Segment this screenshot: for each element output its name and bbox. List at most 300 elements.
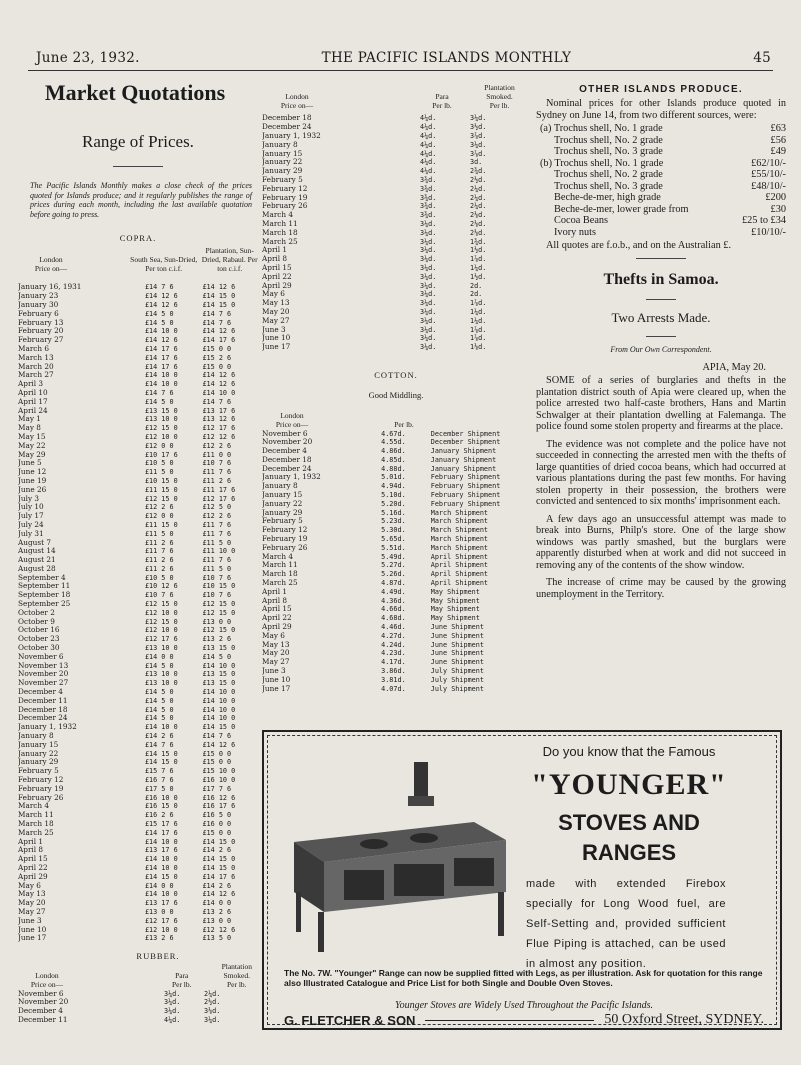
copra-cell: December 4 [18,688,63,697]
ad-description: made with extended Firebox specially for Long Wood fuel, are Self-Setting and, provided sufficient Flue Piping is attached, can be used in almost any position. [526,878,726,970]
copra-cell: £14 17 6 [144,362,178,371]
copra-cell: £11 0 0 [202,450,232,459]
rubber-table [18,990,258,1025]
copra-cell: £13 15 0 [202,679,236,688]
stove-advertisement [262,730,782,1030]
copra-cell: £14 15 0 [144,758,178,767]
cotton-row [262,641,530,650]
copra-cell: January 22 [18,749,59,758]
other-foot-wrap [536,240,786,252]
copra-cell: February 5 [18,767,59,776]
copra-cell: January 30 [18,300,59,309]
copra-cell: £11 15 0 [144,520,178,529]
cotton-cell: 4.46d. [381,623,406,632]
copra-row [18,336,258,345]
copra-row [18,354,258,363]
other-item-label: (b) Trochus shell, No. 1 grade [540,157,664,169]
divider [646,336,676,337]
rubber-cell: 4¼d. [164,1015,181,1024]
copra-row [18,670,258,679]
rubber2-cell: 3¾d. [420,193,437,202]
copra-row [18,846,258,855]
copra-row [18,811,258,820]
copra-cell: £16 10 0 [144,793,178,802]
rubber2-table [262,114,530,352]
copra-row [18,626,258,635]
divider [636,258,686,259]
rubber2-row [262,317,530,326]
copra-cell: £12 0 0 [144,441,174,450]
cotton-cell: December Shipment [430,438,501,447]
rubber2-cell: 1½d. [470,246,487,255]
rubber2-cell: May 6 [262,290,285,299]
other-item-price: £56 [770,134,786,146]
copra-cell: £12 10 0 [144,626,178,635]
copra-cell: £12 2 6 [144,503,174,512]
copra-cell: £14 12 6 [144,292,178,301]
rubber2-cell: May 27 [262,316,290,325]
rubber2-row [262,150,530,159]
copra-cell: £12 0 0 [144,512,174,521]
cotton-cell: February 19 [262,535,308,544]
rubber-h-date: London Price on— [30,970,64,989]
copra-row [18,785,258,794]
copra-cell: August 7 [18,538,51,547]
other-foot: All quotes are f.o.b., and on the Australian £. [546,240,732,251]
copra-cell: £14 7 6 [144,388,174,397]
rubber2-cell: 1⅞d. [470,334,487,343]
rubber2-cell: January 29 [262,167,303,176]
cotton-h-date: London Price on— [275,410,309,429]
cotton-cell: 3.81d. [381,675,406,684]
copra-row [18,750,258,759]
rubber2-cell: 3½d. [470,123,487,132]
copra-row [18,882,258,891]
rubber2-row [262,264,530,273]
copra-cell: £10 17 6 [144,450,178,459]
cotton-cell: November 20 [262,438,313,447]
cotton-cell: 5.27d. [381,561,406,570]
rubber2-cell: 2¼d. [470,184,487,193]
rubber2-cell: March 25 [262,237,298,246]
copra-cell: £15 0 0 [202,362,232,371]
other-item-label: Trochus shell, No. 2 grade [554,134,663,146]
other-item-label: (a) Trochus shell, No. 1 grade [540,123,663,134]
rubber2-cell: 2¼d. [470,202,487,211]
rubber-header [18,963,258,989]
copra-row [18,327,258,336]
copra-row [18,706,258,715]
copra-cell: £14 10 0 [202,388,236,397]
market-subtitle: Range of Prices. [82,132,194,151]
copra-cell: £14 7 6 [202,318,232,327]
copra-cell: February 26 [18,793,64,802]
copra-cell: £11 2 6 [202,476,232,485]
copra-cell: £10 15 0 [144,476,178,485]
copra-cell: £12 10 0 [144,925,178,934]
copra-cell: £14 10 0 [202,714,236,723]
cotton-cell: May 27 [262,658,290,667]
ad-firm-line [284,1012,764,1028]
copra-cell: £11 2 6 [144,556,174,565]
copra-cell: January 15 [18,740,59,749]
thefts-subtitle: Two Arrests Made. [611,309,711,325]
copra-cell: £12 15 0 [202,626,236,635]
rubber2-row [262,176,530,185]
copra-cell: £12 5 0 [202,503,232,512]
copra-cell: July 17 [18,512,44,521]
copra-cell: £11 2 6 [144,564,174,573]
cotton-cell: June Shipment [430,631,484,640]
cotton-cell: February 26 [262,543,308,552]
copra-cell: June 26 [18,485,47,494]
copra-cell: £14 5 0 [144,696,174,705]
cotton-cell: 4.07d. [381,684,406,693]
copra-cell: August 28 [18,564,56,573]
copra-cell: £16 10 0 [202,776,236,785]
rubber2-cell: 3¼d. [420,290,437,299]
cotton-cell: January Shipment [430,455,497,464]
copra-cell: £12 15 0 [202,600,236,609]
other-item [540,192,786,204]
rubber2-row [262,334,530,343]
copra-cell: £14 17 6 [202,336,236,345]
rubber2-row [262,158,530,167]
rubber2-cell: 3¼d. [420,343,437,352]
rubber2-cell: 3¼d. [420,219,437,228]
cotton-cell: February 12 [262,526,308,535]
copra-cell: £12 12 6 [202,925,236,934]
copra-cell: £17 7 6 [202,784,232,793]
cotton-cell: 4.94d. [381,482,406,491]
cotton-cell: February Shipment [430,473,501,482]
copra-row [18,688,258,697]
copra-cell: £14 12 6 [202,327,236,336]
copra-cell: £13 17 6 [202,406,236,415]
copra-cell: £13 0 0 [202,617,232,626]
copra-row [18,855,258,864]
cotton-row [262,570,530,579]
rubber2-row [262,282,530,291]
cotton-row [262,456,530,465]
copra-cell: £11 10 0 [202,547,236,556]
rubber2-cell: 2¼d. [470,193,487,202]
rubber2-cell: 1⅞d. [470,325,487,334]
copra-cell: June 12 [18,468,47,477]
copra-row [18,802,258,811]
copra-cell: November 27 [18,679,69,688]
rubber2-cell: February 5 [262,175,303,184]
other-item-price: £30 [770,203,786,215]
cotton-row [262,649,530,658]
thefts-p4: The increase of crime may be caused by the growing unemployment in the Territory. [536,577,786,600]
other-item [540,169,786,181]
copra-row [18,459,258,468]
cotton-row [262,465,530,474]
copra-cell: February 19 [18,784,64,793]
copra-cell: £13 2 6 [202,907,232,916]
cotton-cell: December Shipment [430,429,501,438]
copra-row [18,292,258,301]
cotton-row [262,632,530,641]
copra-cell: £12 15 0 [202,608,236,617]
copra-cell: March 27 [18,371,54,380]
copra-cell: September 25 [18,600,71,609]
copra-h-c1: South Sea, Sun-Dried, Per ton c.i.f. [130,254,198,273]
copra-cell: £14 5 0 [144,309,174,318]
copra-cell: July 10 [18,503,44,512]
copra-cell: £14 15 0 [202,723,236,732]
other-item-price: £25 to £34 [741,215,786,226]
copra-cell: £10 5 0 [144,573,174,582]
rubber2-row [262,299,530,308]
cotton-cell: May Shipment [430,587,480,596]
rubber2-h-date: London Price on— [280,91,314,110]
rubber2-cell: January 1, 1932 [262,131,321,140]
copra-cell: £12 10 0 [144,608,178,617]
copra-cell: April 24 [18,406,48,415]
copra-cell: April 17 [18,397,48,406]
cotton-row [262,685,530,694]
rubber2-row [262,229,530,238]
copra-cell: May 29 [18,450,46,459]
cotton-cell: May 13 [262,640,290,649]
cotton-row [262,579,530,588]
copra-cell: May 13 [18,890,46,899]
copra-row [18,873,258,882]
copra-cell: £14 7 6 [202,309,232,318]
rubber2-row [262,123,530,132]
copra-row [18,424,258,433]
rubber2-cell: April 15 [262,263,292,272]
rubber-cell: 3¼d. [164,1007,181,1016]
copra-row [18,319,258,328]
cotton-cell: 5.10d. [381,491,406,500]
other-item-label: Trochus shell, No. 3 grade [554,146,663,157]
copra-cell: £15 0 0 [202,828,232,837]
copra-cell: May 6 [18,881,41,890]
copra-cell: £11 2 6 [144,538,174,547]
copra-cell: £15 0 0 [202,758,232,767]
ad-line3: STOVES AND [558,810,700,835]
copra-row [18,539,258,548]
cotton-cell: April 22 [262,614,292,623]
copra-cell: August 14 [18,547,56,556]
copra-row [18,451,258,460]
other-item [540,135,786,147]
copra-cell: £14 5 0 [144,318,174,327]
copra-cell: November 13 [18,661,69,670]
copra-cell: £13 15 0 [202,644,236,653]
divider [646,299,676,300]
copra-row [18,679,258,688]
cotton-cell: January 8 [262,482,298,491]
cotton-cell: 5.16d. [381,508,406,517]
market-intro: The Pacific Islands Monthly makes a close check of the prices quoted for Islands produce; and it regularly publishes the range of prices during each month, including the last available quotation before going to press. [30,181,252,219]
other-item-label: Ivory nuts [554,226,597,238]
copra-cell: £13 0 0 [202,916,232,925]
cotton-cell: June Shipment [430,623,484,632]
rubber2-cell: 4¼d. [420,149,437,158]
cotton-cell: December 18 [262,455,312,464]
ad-slogan: Younger Stoves are Widely Used Throughout the Pacific Islands. [394,1000,654,1011]
copra-cell: March 25 [18,828,54,837]
rubber2-cell: 2d. [470,290,483,299]
cotton-row [262,535,530,544]
copra-cell: £13 0 0 [144,907,174,916]
rubber2-cell: March 18 [262,228,298,237]
copra-row [18,767,258,776]
rubber2-cell: 4¼d. [420,140,437,149]
thefts-p3: A few days ago an unsuccessful attempt was made to break into Burns, Philp's store. One of the large show windows was partly smashed, but the burglars were apparently disturbed when at work and did not succeed in removing any of the contents of the show window. [536,513,786,571]
copra-cell: £16 7 6 [144,776,174,785]
cotton-cell: February Shipment [430,482,501,491]
copra-cell: October 30 [18,644,60,653]
copra-cell: £14 12 6 [202,740,236,749]
copra-cell: November 20 [18,670,69,679]
rubber2-row [262,255,530,264]
copra-cell: December 11 [18,696,68,705]
copra-cell: £12 12 6 [202,432,236,441]
rubber2-cell: 3¼d. [420,237,437,246]
copra-row [18,600,258,609]
thefts-p1: SOME of a series of burglaries and thefts in the plantation district south of Apia were cleared up, when the police arrested two half-caste brothers, Hans and Martin Schwalger at their plantation dwelling at Falemanga. The police found some stolen property and firearms at the place. [536,375,786,432]
other-item-label: Cocoa Beans [554,215,609,226]
cotton-row [262,491,530,500]
other-item-price: £55/10/- [751,169,786,180]
copra-row [18,609,258,618]
cotton-row [262,447,530,456]
cotton-cell: March Shipment [430,543,489,552]
copra-cell: March 13 [18,353,54,362]
copra-cell: April 29 [18,872,48,881]
copra-row [18,618,258,627]
copra-cell: £17 5 0 [144,784,174,793]
copra-row [18,283,258,292]
copra-cell: March 6 [18,344,50,353]
rubber2-row [262,185,530,194]
other-item-label: Beche-de-mer, high grade [554,192,661,203]
cotton-cell: April 15 [262,605,292,614]
copra-cell: July 31 [18,529,44,538]
cotton-cell: 4.66d. [381,605,406,614]
copra-cell: £14 0 0 [202,899,232,908]
cotton-cell: April Shipment [430,570,489,579]
copra-cell: April 15 [18,855,48,864]
copra-cell: February 27 [18,336,64,345]
copra-cell: July 24 [18,520,44,529]
other-item [540,227,786,239]
copra-cell: March 18 [18,820,54,828]
copra-cell: June 19 [18,476,47,485]
rubber2-cell: March 4 [262,211,294,220]
rubber2-cell: 3¼d. [420,228,437,237]
copra-cell: £13 2 6 [202,635,232,644]
news-column [536,84,786,606]
cotton-cell: June Shipment [430,658,484,667]
ad-line1: Do you know that the Famous [542,744,716,759]
copra-cell: February 12 [18,776,64,785]
copra-cell: £10 7 6 [202,573,232,582]
rubber2-cell: 1⅞d. [470,299,487,308]
rubber2-cell: January 15 [262,149,303,158]
copra-cell: £14 12 6 [202,371,236,380]
rubber2-cell: June 10 [262,334,291,343]
copra-cell: October 2 [18,608,55,617]
rubber2-cell: 3¼d. [420,255,437,264]
stove-illustration [274,762,514,962]
copra-cell: £13 5 0 [202,934,232,943]
page-header [36,48,771,68]
rubber2-cell: 3¼d. [470,140,487,149]
rubber2-cell: 3d. [470,158,483,167]
cotton-cell: 4.27d. [381,631,406,640]
copra-row [18,697,258,706]
rubber2-cell: March 11 [262,219,298,228]
copra-cell: £14 12 6 [144,336,178,345]
other-intro [536,98,786,121]
cotton-cell: January 15 [262,491,303,500]
copra-cell: £11 5 0 [202,538,232,547]
copra-cell: £15 0 0 [202,749,232,758]
copra-cell: January 16, 1931 [18,283,82,292]
cotton-row [262,597,530,606]
copra-row [18,310,258,319]
copra-cell: £16 0 0 [202,820,232,828]
cotton-cell: March 25 [262,579,298,588]
divider [425,1020,594,1021]
copra-row [18,635,258,644]
rubber2-cell: May 13 [262,299,290,308]
rubber-cell: 2½d. [204,998,221,1007]
cotton-cell: 4.36d. [381,596,406,605]
copra-row [18,890,258,899]
cotton-cell: May Shipment [430,605,480,614]
cotton-cell: 4.23d. [381,649,406,658]
cotton-cell: July Shipment [430,675,484,684]
copra-cell: £14 5 0 [144,397,174,406]
cotton-cell: July Shipment [430,684,484,693]
cotton-cell: March Shipment [430,508,489,517]
copra-row [18,556,258,565]
cotton-cell: May 6 [262,631,285,640]
copra-cell: June 17 [18,934,47,943]
copra-cell: £14 7 6 [202,732,232,741]
copra-cell: £13 12 6 [202,415,236,424]
cotton-sub: Good Middling. [368,389,424,400]
cotton-row [262,438,530,447]
copra-cell: £14 0 0 [144,881,174,890]
rubber2-cell: April 8 [262,255,288,264]
cotton-row [262,658,530,667]
rubber2-row [262,220,530,229]
other-list [536,123,786,238]
copra-cell: £14 2 6 [144,732,174,741]
cotton-cell: 4.17d. [381,658,406,667]
copra-cell: £12 17 6 [202,494,236,503]
rubber2-cell: May 20 [262,307,290,316]
cotton-row [262,517,530,526]
copra-cell: July 3 [18,494,40,503]
copra-cell: February 6 [18,309,59,318]
copra-cell: September 4 [18,573,66,582]
copra-cell: £11 5 0 [144,529,174,538]
copra-cell: £14 15 0 [202,300,236,309]
rubber2-cell: 2⅛d. [470,228,487,237]
cotton-cell: January Shipment [430,464,497,473]
other-item-price: £49 [770,146,786,157]
copra-row [18,521,258,530]
